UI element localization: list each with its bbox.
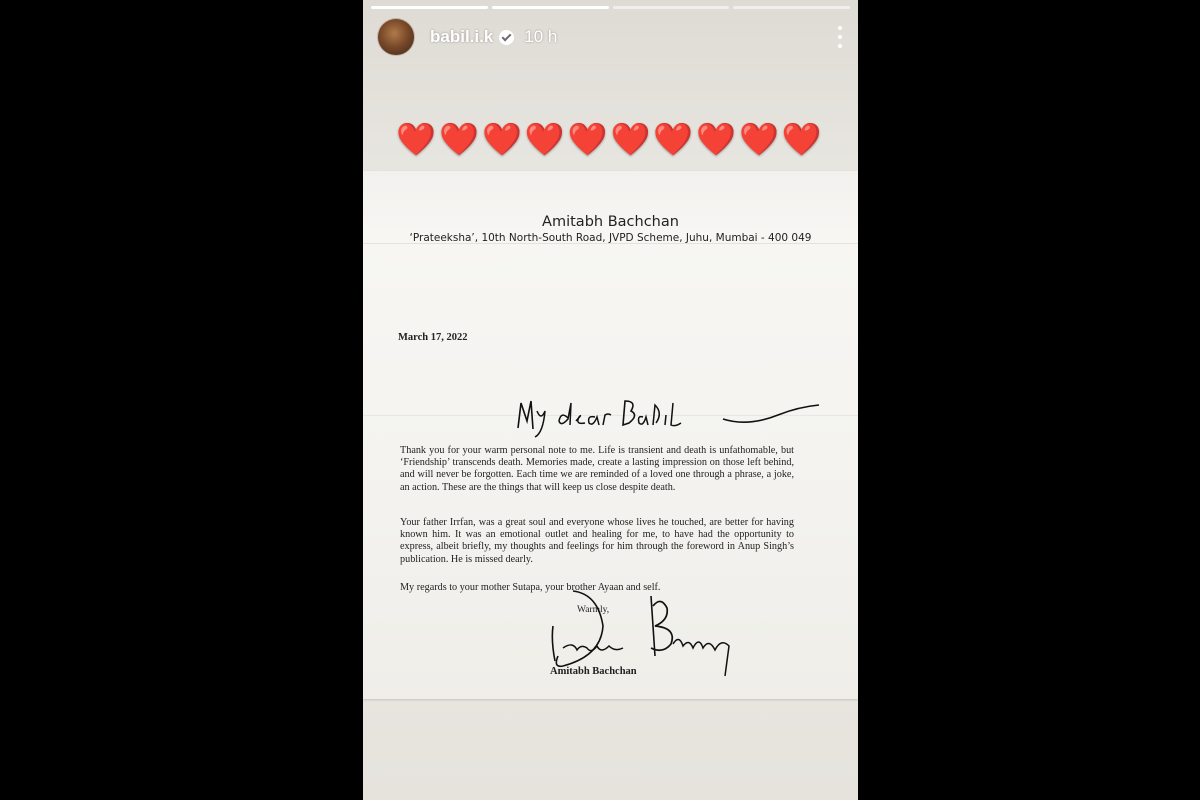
avatar[interactable] bbox=[377, 18, 415, 56]
hearts-row: ❤️❤️❤️❤️❤️❤️❤️❤️❤️❤️ bbox=[396, 120, 825, 158]
timestamp: 10 h bbox=[524, 27, 558, 46]
letter-photo bbox=[363, 171, 858, 699]
letter-date: March 17, 2022 bbox=[398, 332, 468, 343]
verified-badge-icon bbox=[499, 30, 514, 45]
progress-segment bbox=[492, 6, 609, 9]
letterhead-name: Amitabh Bachchan bbox=[542, 214, 679, 230]
handwritten-salutation bbox=[513, 393, 833, 443]
letter-paragraph: Thank you for your warm personal note to me. Life is transient and death is unfathomable, but ‘Friendship’ transcends death. Memories made, create a lasting impression on those left behind, and will never be forgotten. Each time we are reminded of a loved one through a phrase, a joke, an action. These are the things that will keep us close despite death. bbox=[400, 445, 794, 493]
story-viewer[interactable] bbox=[363, 0, 858, 800]
story-progress-bars bbox=[371, 6, 850, 9]
letter-paragraph: My regards to your mother Sutapa, your brother Ayaan and self. bbox=[400, 582, 661, 593]
progress-segment bbox=[371, 6, 488, 9]
letterhead-address: ‘Prateeksha’, 10th North-South Road, JVPD Scheme, Juhu, Mumbai - 400 049 bbox=[409, 232, 812, 244]
progress-segment bbox=[733, 6, 850, 9]
signed-name: Amitabh Bachchan bbox=[550, 666, 637, 677]
more-vertical-icon[interactable] bbox=[836, 26, 844, 48]
username[interactable]: babil.i.k bbox=[430, 27, 494, 46]
letter-paragraph: Your father Irrfan, was a great soul and everyone whose lives he touched, are better for having known him. It was an emotional outlet and healing for me, to have had the opportunity to express, albeit briefly, my thoughts and feelings for him through the foreword in Anup Singh’s publication. He is missed dearly. bbox=[400, 517, 794, 565]
letter-closing: Warmly, bbox=[577, 605, 610, 615]
progress-segment bbox=[613, 6, 730, 9]
story-header bbox=[377, 17, 844, 57]
